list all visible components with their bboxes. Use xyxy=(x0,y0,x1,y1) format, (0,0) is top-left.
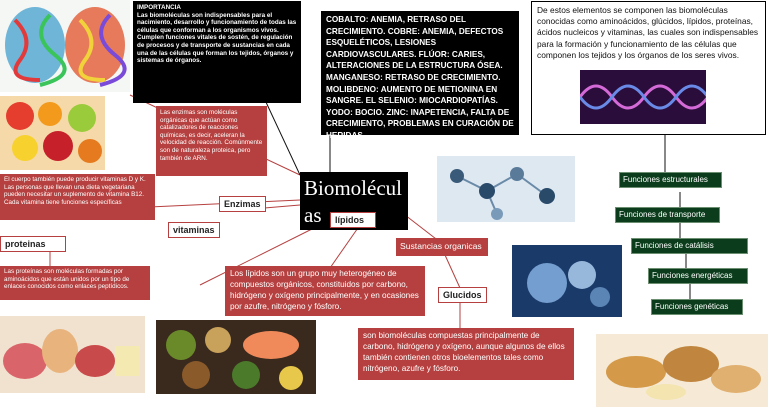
page-title: Biomoléculas xyxy=(300,172,408,230)
importance-heading: IMPORTANCIA xyxy=(137,4,181,11)
function-transport: Funciones de transporte xyxy=(615,207,720,223)
proteins-text-box: Las proteínas son moléculas formadas por aminoácidos que están unidos por un tipo de enlaces conocidos como enlaces peptídicos. xyxy=(0,266,150,300)
lipids-label: lípidos xyxy=(330,212,376,228)
carbohydrate-foods-image xyxy=(596,334,768,407)
function-genetic: Funciones genéticas xyxy=(651,299,743,315)
elements-box xyxy=(531,1,766,135)
organic-substances-label: Sustancias organicas xyxy=(396,238,488,256)
water-molecule-image xyxy=(512,245,622,317)
enzymes-text-box: Las enzimas son moléculas orgánicas que actúan como catalizadores de reacciones químicas, es decir, aceleran la velocidad de reacción. Comúnmente son de naturaleza proteica, pero también de ARN. xyxy=(156,106,267,176)
elements-text: De estos elementos se componen las biomoléculas conocidas como aminoácidos, glúcidos, lípidos, proteínas, ácidos nucleicos y vitaminas, las cuales son indispensables para la formación y funcionamiento de las células que componen los tejidos y los órganos de los seres vivos. xyxy=(537,5,759,60)
glucids-label: Glucidos xyxy=(438,287,487,303)
function-structural: Funciones estructurales xyxy=(619,172,722,188)
fruits-image xyxy=(0,96,105,170)
importance-box xyxy=(133,1,301,103)
proteins-label: proteinas xyxy=(0,236,66,252)
minerals-box: COBALTO: ANEMIA, RETRASO DEL CRECIMIENTO. COBRE: ANEMIA, DEFECTOS ESQUELÉTICOS, LESIONES CARDIOVASCULARES. FLÚOR: CARIES, ALTERACIONES DE LA ESTRUCTURA ÓSEA. MANGANESO: RETRASO DE CRECIMIENTO. MOLIBDENO: AUMENTO DE METIONINA EN SANGRE. EL SELENIO: MIOCARDIOPATÍAS. YODO: BOCIO. ZINC: INAPETENCIA, FALTA DE CRECIMIENTO, PROBLEMAS EN CURACIÓN DE HERIDAS. xyxy=(321,11,519,135)
dna-image xyxy=(580,70,706,124)
function-catalysis: Funciones de catálisis xyxy=(631,238,748,254)
molecule-model-image xyxy=(437,156,575,222)
protein-foods-image xyxy=(0,316,145,393)
function-energy: Funciones energéticas xyxy=(648,268,748,284)
protein-structure-image xyxy=(0,0,130,92)
lipids-text-box: Los lípidos son un grupo muy heterogéneo de compuestos orgánicos, constituidos por carbono, hidrógeno y oxígeno principalmente, y en ocasiones por azufre, nitrógeno y fósforo. xyxy=(225,266,425,316)
vitamins-label: vitaminas xyxy=(168,222,220,238)
vitamins-text-box: El cuerpo también puede producir vitaminas D y K. Las personas que llevan una dieta vegetariana pueden necesitar un suplemento de vitamina B12. Cada vitamina tiene funciones específicas xyxy=(0,174,155,220)
lipid-foods-image xyxy=(156,320,316,394)
glucids-text-box: son biomoléculas compuestas principalmente de carbono, hidrógeno y oxígeno, aunque algunos de ellos también contienen otros bioelementos tales como nitrógeno, azufre y fósforo. xyxy=(358,328,574,380)
enzymes-label: Enzimas xyxy=(219,196,266,212)
importance-body: Las biomoléculas son indispensables para el nacimiento, desarrollo y funcionamiento de todas las células que conforman a los organismos vivos. Cumplen funciones vitales de sostén, de regulación de procesos y de transporte de sustancias en cada una de las células que forman los tejidos, órganos y sistemas de órganos. xyxy=(137,11,297,65)
